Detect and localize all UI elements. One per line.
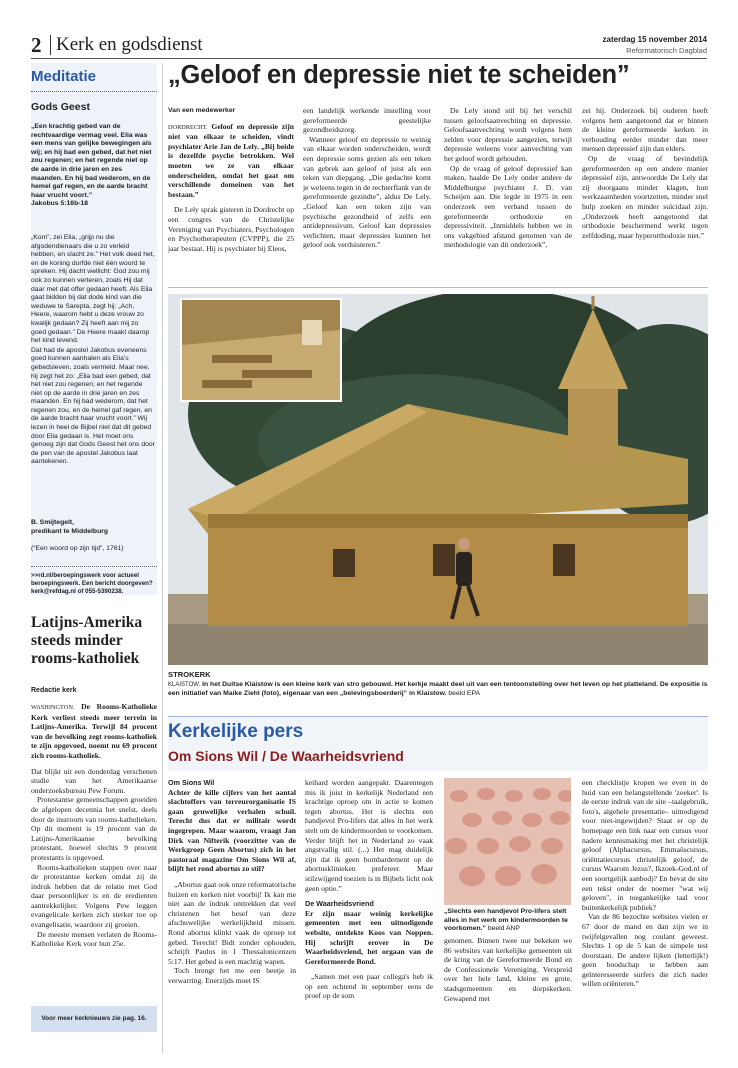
press-c4-body: een checklistje kropen we even in de huid van een belangstellende 'zoeker'. Is de eerste indruk van de site –taalgebruik, foto's, algehele presentatie– uitnodigend voor niet-ingewijden? Staat er op de homepage een link naar een cursus voor nadere kennismaking met het christelijk geloof (Alphacursus, Emmaüscursus, oriëntatiecursus christelijk geloof, de cursus Waarom Jezus?, Ikzoek-God.nl of een soortgelijk aanbod)? En bevat de site een tekst onder de noemer "wat wij geloven", in toegankelijke taal voor buitenkerkelijk publiek? <box>582 778 708 912</box>
press-s2-intro: Er zijn maar weinig kerkelijke gemeenten met een uitnodigende website, ontdekte Koos van Noppen. Hij schrijft erover in De Waarheidsvriend, het orgaan van de Gereformeerde Bond. <box>305 908 433 966</box>
latam-p4: De meeste mensen verlaten de Rooms-Katholieke Kerk voor hun 25e. <box>31 929 157 949</box>
main-col-3 <box>444 106 572 250</box>
press-c3-body: genomen. Binnen twee uur bekeken we 86 websites van kerkelijke gemeenten uit de kring van de Gereformeerde Bond en de Confessionele Vereniging. Verspreid over het hele land, kleine en grote, stadsgemeenten en dorpskerken. Gewapend met <box>444 936 572 1003</box>
latam-more-link[interactable]: Voor meer kerknieuws zie pag. 16. <box>41 1015 147 1022</box>
main-byline: Van een medewerker <box>168 107 236 114</box>
meditatie-author <box>31 519 155 536</box>
main-c1: De Lely sprak gisteren in Dordrecht op een congres van de Christelijke Vereniging van Psychiaters, Psychologen en Psychotherapeuten (CVPPP), die 25 jaar bestaat. Hij is psychiater bij Eleos, <box>168 205 294 253</box>
latam-title: Latijns-Amerika steeds minder rooms-katholiek <box>31 614 143 667</box>
press-title: Kerkelijke pers <box>168 721 304 742</box>
press-s2-head: De Waarheidsvriend <box>305 899 374 909</box>
dolls-caption-text: „Slechts een handjevol Pro-lifers stelt alles in het werk om kindermoorden te voorkomen.” <box>444 908 568 933</box>
main-col-1 <box>168 106 294 253</box>
press-s1-head: Om Sions Wil <box>168 778 215 787</box>
date-line: zaterdag 15 november 2014 <box>602 35 707 44</box>
photo-caption <box>168 681 708 698</box>
meditatie-author-name: B. Smijtegelt, <box>31 519 75 526</box>
church-interior-illustration <box>182 300 340 400</box>
meditatie-body-1: „Kom”, zei Elia, „grijp nu die afgodendienaars die u zo verleid hebben, en slacht ze.” Het volk deed het, en de koning durfde niet één woord te spreken. Hij dacht wellicht: God zou mij ook zo kunnen verteren, zoals Hij dat daar met dat offer gedaan heeft. Als Elia gaat bidden bij dat dode kind van die weduwe te Sarepta, zegt hij: „Ach, Heere, waarom hebt u deze vrouw zo kwalijk gedaan? Zij heeft aan mij zo goed gedaan.” De Heere maakt daarop het kind levend. <box>31 234 155 345</box>
main-c3a: De Lely stond stil bij het verschil tussen geloofsaanvechting en depressie. Geloofsaanvechting wordt volgens hem zelden voor depressie aangezien, terwijl depressie weleens voor aanvechting van het geloof wordt gehouden. <box>444 106 572 163</box>
meditatie-source: (“Een woord op zijn tijd”, 1761) <box>31 545 124 552</box>
straw-church-photo <box>168 294 708 665</box>
section-title: Kerk en godsdienst <box>56 34 203 55</box>
meditatie-body-2: Dat had de apostel Jakobus eveneens goed kunnen aanhalen als Elia's gebedsleven, zoals vermeld. Maar nee, hij zegt het zo: „Elia bad een gebed, dat het niet zou regenen; en het regende niet op de aarde in drie jaren en zes maanden. En hij bad wederom, dat het regenen zou, en de hemel gaf regen, en de aarde bracht haar vrucht voort.” Wij lezen in heel de Bijbel niet dat dit gebed door Elia gedaan is. Het moet ons genoeg zijn dat Gods Geest het ons door de pen van de apostel Jakobus laat aantekenen. <box>31 346 155 466</box>
main-c2a: een landelijk werkende instelling voor gereformeerde geestelijke gezondheidszorg. <box>303 106 431 135</box>
press-subtitle: Om Sions Wil / De Waarheidsvriend <box>168 748 404 764</box>
paper-name: Reformatorisch Dagblad <box>626 46 707 55</box>
latam-more-box[interactable] <box>31 1006 157 1032</box>
press-col-1 <box>168 778 296 985</box>
press-s1-body: „Abortus gaat ook onze reformatorische huizen en kerken niet voorbij! Ik kan me niet aan de indruk onttrekken dat veel christenen het besef van deze afschuwelijke werkelijkheid missen. Rond abortus klinkt vaak de oproep tot gebed. Terecht! Bidt zonder ophouden, schrijft Paulus in 1 Thessalonicenzen 5:17. Het gebed is een machtig wapen. <box>168 879 296 966</box>
main-col-2 <box>303 106 431 250</box>
main-rule <box>168 287 708 288</box>
latam-p1: Dat blijkt uit een donderdag verschenen studie van het Amerikaanse onderzoeksbureau Pew Forum. <box>31 766 157 795</box>
meditatie-label: Meditatie <box>31 68 97 85</box>
meditatie-quote-text: „Een krachtig gebed van de rechtvaardige vermag veel. Elia was een mens van gelijke bewegingen als wij; en hij bad een gebed, dat het niet zou regenen; en het regende niet op de aarde in drie jaren en zes maanden. En hij bad wederom, en de hemel gaf regen, en de aarde bracht haar vrucht voort.” <box>31 123 152 199</box>
press-s2-body: „Samen met een paar collega's heb ik op een ochtend in september eens de proef op de som <box>305 972 433 1001</box>
latam-p2: Protestantse gemeenschappen groeiden de afgelopen decennia het snelst, deels door de instroom van rooms-katholieken. Op dit moment is 19 procent van de Latijns-Amerikaanse bevolking protestant, hoewel slechts 9 procent protestants is opgevoed. <box>31 795 157 862</box>
dolls-illustration <box>444 778 571 905</box>
main-col-4 <box>582 106 708 240</box>
meditatie-quote <box>31 123 155 209</box>
photo-credit: beeld EPA <box>448 689 481 697</box>
column-divider <box>162 63 163 1053</box>
main-place: DORDRECHT. <box>168 123 208 131</box>
photo-kicker: STROKERK <box>168 670 211 679</box>
latam-intro: De Rooms-Katholieke Kerk verliest steeds meer terrein in Latijns-Amerika. Terwijl 84 procent van de bevolking zegt rooms-katholiek te zijn opgevoed, noemt nu 69 procent zich rooms-katholiek. <box>31 702 157 760</box>
masthead-rule <box>31 58 707 59</box>
photo-place: KLAISTOW. <box>168 682 201 688</box>
dolls-credit: beeld ANP <box>487 925 520 933</box>
meditatie-author-role: predikant te Middelburg <box>31 527 109 535</box>
latam-p3: Rooms-katholieken stappen over naar de protestantse kerken omdat zij de indruk hebben dat de relatie met God daar persoonlijker is en de eredienten aantrekkelijker. Volgens Pew leggen evangelicale kerken zich sterker toe op evangelisatie, waardoor zij groeien. <box>31 862 157 930</box>
main-headline: „Geloof en depressie niet te scheiden” <box>168 61 630 89</box>
page-number: 2 <box>31 33 42 57</box>
latam-byline: Redactie kerk <box>31 687 77 694</box>
meditatie-title: Gods Geest <box>31 101 90 113</box>
press-s1-intro: Achter de kille cijfers van het aantal slachtoffers van terreurorganisatie IS gaan gruwelijke verhalen schuil. Terecht dus dat er militair wordt ingegrepen. Maar waarom, vraagt Jan Dirk van Nifterik (voorzitter van de Werkgroep Geen Abortus) zich in het pastoraal magazine Om Sions Wil af, blijft het rond abortus zo stil? <box>168 787 296 874</box>
main-c4a: zei hij. Onderzoek bij ouderen heeft volgens hem aangetoond dat er binnen de kleine gereformeerde kerken in verhouding eerder minder dan meer mensen depressief zijn dan elders. <box>582 106 708 154</box>
meditatie-body <box>31 234 155 467</box>
masthead-divider <box>50 35 51 55</box>
dolls-caption <box>444 908 574 934</box>
press-c4-body2: Van de 86 bezochte websites vielen er 67 door de mand en dan zijn we in twijfelgevallen nog coulant geweest. Slechts 1 op de 5 kan de simpele test doorstaan. De andere lijken (letterlijk!) geen boodschap te hebben aan geïnteresseerde surfers die zich nader willen oriënteren.” <box>582 912 708 989</box>
dolls-photo <box>444 778 571 905</box>
press-s1-body2: Toch brengt het me een beetje in verwarring. Enerzijds moet IS <box>168 966 296 985</box>
press-col-2 <box>305 778 433 1001</box>
main-c2b: Wanneer geloof en depressie te weinig van elkaar worden onderscheiden, wordt een depressie soms gezien als een teken van gebrek aan geloof of juist als een teken van diepgang. „Die gedachte komt je weleens tegen in de rechterflank van de gereformeerde gezindte”, aldus De Lely. „Geloof kan een teken zijn van psychische gezondheid of zelfs een antidepressivum. Geloof kan depressies verlichten, maar depressies kunnen het geloof ook verduisteren.” <box>303 134 431 250</box>
press-col-3 <box>444 936 572 1003</box>
press-c2-body: keihard worden aangepakt. Daarentegen mis ik juist in kerkelijk Nederland een krachtige oproep om in actie te komen tegen abortus. Het is slechts een handjevol Pro-lifers dat alles in het werk stelt om de kindermoorden te voorkomen. Verder blijft het in Nederland zo vaak angstvallig stil. (...) Het mag duidelijk zijn dat ik geen bombardement op de abortusklinieken prefereer. Maar stilzwijgend toezien is in Bijbels licht ook geen optie.” <box>305 778 433 893</box>
meditatie-ref: Jakobus 5:16b-18 <box>31 200 89 208</box>
photo-caption-text: In het Duitse Klaistow is een kleine kerk van stro gebouwd. Het kerkje maakt deel uit van een tentoonstelling over het leven op het platteland. De expositie is een initiatief van Maike Ziehl (foto), eigenaar van een „belevingsboerderij” in Klaistow. <box>168 681 708 697</box>
meditatie-contact[interactable]: >>rd.nl/beroepingswerk voor actueel beroepingswerk. Een bericht doorgeven? kerk@refdag.nl of 055-5390238. <box>31 572 153 595</box>
main-intro: Geloof en depressie zijn niet van elkaar te scheiden, vindt psychiater Arie Jan de Lely. „Bij beide is dezelfde psyche betrokken. Wel moeten we ze van elkaar onderscheiden, omdat het gaat om verschillende domeinen van het bestaan.” <box>168 121 294 199</box>
latam-body <box>31 702 157 949</box>
latam-place: WASHINGTON. <box>31 704 75 711</box>
main-c3b: Op de vraag of geloof depressief kan maken, haalde De Lely onder andere de Middelburgse psychiater J. D. van Scheijen aan. Die legde in 1975 in een onderzoek een verband tussen de gereformeerde orthodoxie en depressiviteit. „Inmiddels hebben we in ons vakgebied afstand genomen van de methodologie van dit onderzoek”, <box>444 163 572 250</box>
main-c4b: Op de vraag of bevindelijk gereformeerden op een andere manier depressief zijn, antwoordde De Lely dat zij doorgaans minder klagen, hun werkzaamheden voortzetten, minder snel hulp zoeken en minder suïcidaal zijn. „Onderzoek heeft aangetoond dat orthodoxie beschermend werkt tegen zelfdoding, maar hyperorthodoxie niet.” <box>582 153 708 240</box>
press-col-4 <box>582 778 708 989</box>
meditatie-rule-2 <box>31 566 157 567</box>
church-interior-inset <box>180 298 342 402</box>
meditatie-rule <box>31 91 157 92</box>
